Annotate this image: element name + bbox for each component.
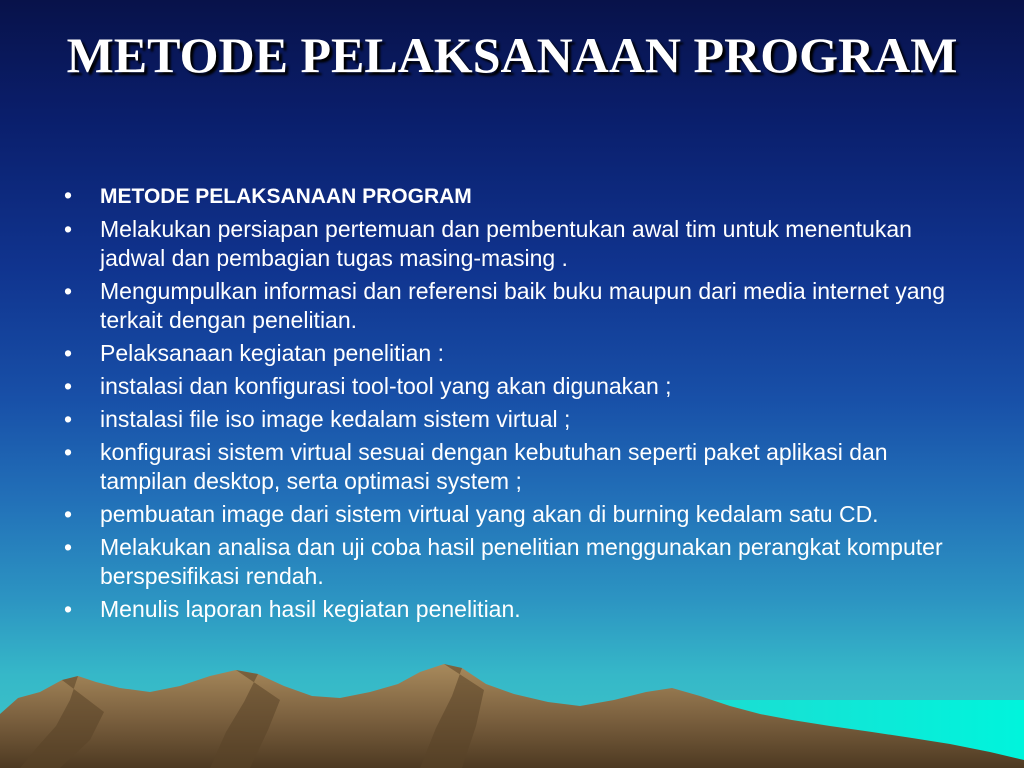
bullet-text: pembuatan image dari sistem virtual yang akan di burning kedalam satu CD. (100, 501, 879, 527)
bullet-text: Melakukan persiapan pertemuan dan pembentukan awal tim untuk menentukan jadwal dan pembagian tugas masing-masing . (100, 216, 912, 271)
bullet-icon: • (64, 373, 73, 399)
bullet-icon: • (64, 501, 73, 527)
bullet-item (64, 372, 964, 401)
bullet-text: Menulis laporan hasil kegiatan penelitian. (100, 596, 521, 622)
bullet-text: Melakukan analisa dan uji coba hasil penelitian menggunakan perangkat komputer berspesifikasi rendah. (100, 534, 943, 589)
slide-title: METODE PELAKSANAAN PROGRAM (66, 27, 958, 83)
bullet-item (64, 339, 964, 368)
bullet-item (64, 595, 964, 624)
bullet-text: Mengumpulkan informasi dan referensi baik buku maupun dari media internet yang terkait dengan penelitian. (100, 278, 946, 333)
bullet-item (64, 277, 964, 335)
mountain-landscape-decoration (0, 640, 1024, 768)
bullet-icon: • (64, 278, 73, 304)
bullet-item (64, 500, 964, 529)
bullet-text: METODE PELAKSANAAN PROGRAM (100, 185, 472, 208)
bullet-icon: • (64, 340, 73, 366)
bullet-item (64, 438, 964, 496)
bullet-item (64, 405, 964, 434)
bullet-text: instalasi dan konfigurasi tool-tool yang akan digunakan ; (100, 373, 672, 399)
bullet-text: konfigurasi sistem virtual sesuai dengan kebutuhan seperti paket aplikasi dan tampilan desktop, serta optimasi system ; (100, 439, 888, 494)
bullet-item (64, 533, 964, 591)
bullet-icon: • (64, 596, 73, 622)
bullet-icon: • (64, 406, 73, 432)
bullet-icon: • (64, 182, 73, 208)
bullet-text: Pelaksanaan kegiatan penelitian : (100, 340, 444, 366)
bullet-text: instalasi file iso image kedalam sistem virtual ; (100, 406, 571, 432)
bullet-icon: • (64, 439, 73, 465)
bullet-item (64, 181, 964, 211)
bullet-icon: • (64, 216, 73, 242)
bullet-item (64, 215, 964, 273)
bullet-list (64, 181, 964, 628)
bullet-icon: • (64, 534, 73, 560)
